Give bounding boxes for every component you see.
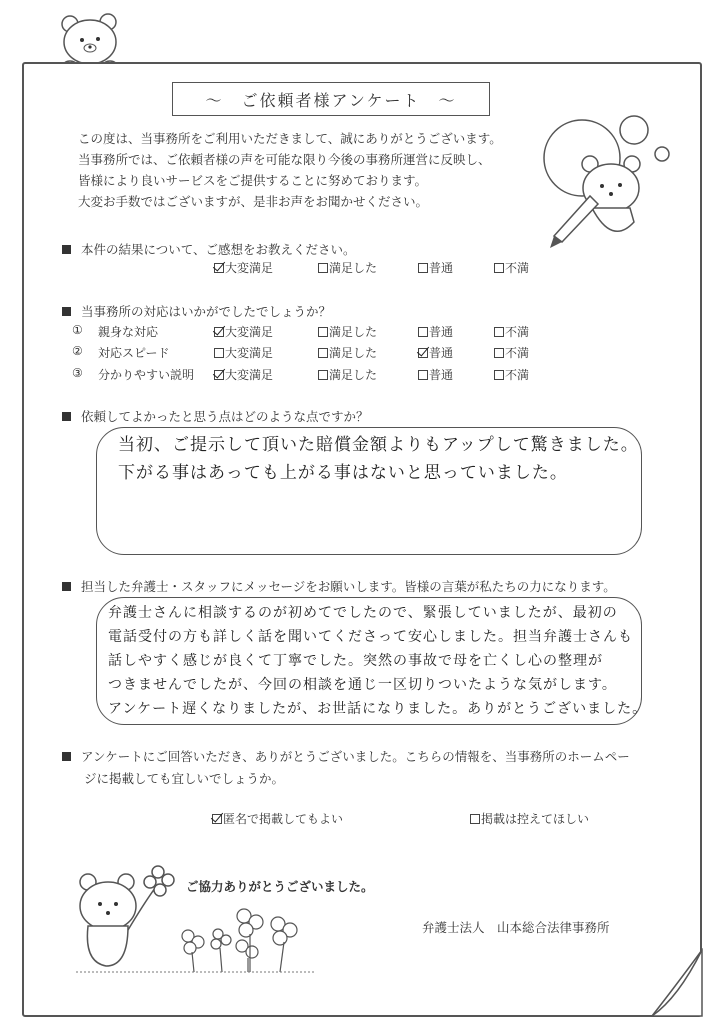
bullet-square-icon [62, 412, 71, 421]
q2-1-option-satisfied[interactable] [318, 323, 377, 340]
q2-1-option-dissatisfied[interactable] [494, 323, 529, 340]
q2-2-option-satisfied[interactable] [318, 344, 377, 361]
checkbox[interactable] [494, 370, 504, 380]
q2-2-option-average[interactable] [418, 344, 453, 361]
checkbox[interactable] [214, 348, 224, 358]
intro-line: この度は、当事務所をご利用いただきまして、誠にありがとうございます。 [78, 131, 502, 146]
q4-answer-line: 話しやすく感じが良くて丁寧でした。突然の事故で母を亡くし心の整理が [108, 653, 603, 669]
q2-item-3-label: 分かりやすい説明 [98, 368, 195, 382]
survey-title: ～ ご依頼者様アンケート ～ [172, 82, 490, 116]
option-label: 普通 [429, 325, 454, 339]
q1-option-very-satisfied[interactable] [214, 259, 273, 276]
q2-item-2-number: ② [72, 344, 83, 358]
q2-1-option-very-satisfied[interactable] [214, 323, 273, 340]
checkbox[interactable] [494, 327, 504, 337]
q4-answer-line: アンケート遅くなりましたが、お世話になりました。ありがとうございました。 [108, 701, 648, 717]
q3-answer-line: 当初、ご提示して頂いた賠償金額よりもアップして驚きました。 [118, 435, 639, 455]
q5-option-decline[interactable] [470, 810, 589, 827]
checkbox[interactable] [494, 263, 504, 273]
option-label: 満足した [329, 346, 378, 360]
intro-line: 当事務所では、ご依頼者様の声を可能な限り今後の事務所運営に反映し、 [78, 152, 491, 167]
q2-item-3-number: ③ [72, 366, 83, 380]
page-curl-decoration [644, 948, 704, 1018]
checkbox-checked[interactable] [214, 327, 224, 337]
option-label: 不満 [505, 325, 530, 339]
q1-option-satisfied[interactable] [318, 259, 377, 276]
q2-2-option-very-satisfied[interactable] [214, 344, 273, 361]
q2-3-option-average[interactable] [418, 366, 453, 383]
q4-answer-line: つきませんでしたが、今回の相談を通じ一区切りついたような気がします。 [108, 677, 617, 693]
bullet-square-icon [62, 582, 71, 591]
question-1-label: 本件の結果について、ご感想をお教えください。 [81, 242, 356, 257]
checkbox-checked[interactable] [214, 263, 224, 273]
question-4 [62, 577, 616, 595]
bullet-square-icon [62, 752, 71, 761]
checkbox-checked[interactable] [212, 814, 222, 824]
question-4-label: 担当した弁護士・スタッフにメッセージをお願いします。皆様の言葉が私たちの力になります。 [81, 579, 616, 594]
q2-3-option-very-satisfied[interactable] [214, 366, 273, 383]
option-label: 大変満足 [225, 325, 274, 339]
q1-option-dissatisfied[interactable] [494, 259, 529, 276]
checkbox[interactable] [318, 370, 328, 380]
checkbox[interactable] [318, 327, 328, 337]
option-label: 満足した [329, 325, 378, 339]
option-label: 普通 [429, 368, 454, 382]
checkbox[interactable] [418, 263, 428, 273]
option-label: 大変満足 [225, 346, 274, 360]
option-label: 大変満足 [225, 261, 274, 275]
intro-line: 皆様により良いサービスをご提供することに努めております。 [78, 173, 428, 188]
question-1 [62, 240, 356, 258]
q2-item-2-label: 対応スピード [98, 346, 170, 360]
intro-text [78, 128, 502, 212]
q4-answer-line: 弁護士さんに相談するのが初めてでしたので、緊張していましたが、最初の [108, 605, 618, 621]
checkbox[interactable] [318, 348, 328, 358]
q5-option-anonymous[interactable] [212, 810, 343, 827]
q2-3-option-satisfied[interactable] [318, 366, 377, 383]
option-label: 匿名で掲載してもよい [223, 812, 344, 826]
q3-answer-line: 下がる事はあっても上がる事はないと思っていました。 [118, 463, 568, 483]
option-label: 掲載は控えてほしい [481, 812, 590, 826]
option-label: 満足した [329, 368, 378, 382]
option-label: 不満 [505, 368, 530, 382]
intro-line: 大変お手数ではございますが、是非お声をお聞かせください。 [78, 194, 429, 209]
q2-item-1-label: 親身な対応 [98, 325, 159, 339]
question-2-label: 当事務所の対応はいかがでしたでしょうか？ [81, 304, 332, 319]
bullet-square-icon [62, 307, 71, 316]
question-3-label: 依頼してよかったと思う点はどのような点ですか？ [81, 409, 369, 424]
bullet-square-icon [62, 245, 71, 254]
checkbox-checked[interactable] [214, 370, 224, 380]
option-label: 不満 [505, 261, 530, 275]
checkbox[interactable] [470, 814, 480, 824]
option-label: 大変満足 [225, 368, 274, 382]
q4-answer-line: 電話受付の方も詳しく話を聞いてくださって安心しました。担当弁護士さんも [108, 629, 633, 645]
checkbox[interactable] [418, 370, 428, 380]
question-5 [62, 747, 630, 765]
checkbox-checked[interactable] [418, 348, 428, 358]
option-label: 不満 [505, 346, 530, 360]
question-3 [62, 407, 369, 425]
checkbox[interactable] [418, 327, 428, 337]
option-label: 満足した [329, 261, 378, 275]
q1-option-average[interactable] [418, 259, 453, 276]
q2-item-1-number: ① [72, 323, 83, 337]
q2-3-option-dissatisfied[interactable] [494, 366, 529, 383]
checkbox[interactable] [318, 263, 328, 273]
bear-with-pencil-illustration [534, 112, 684, 252]
question-5-label-line1: アンケートにご回答いただき、ありがとうございました。こちらの情報を、当事務所のホームペー [81, 749, 630, 764]
footer-thanks: ご協力ありがとうございました。 [186, 879, 374, 894]
question-2 [62, 302, 331, 320]
option-label: 普通 [429, 346, 454, 360]
q2-2-option-dissatisfied[interactable] [494, 344, 529, 361]
checkbox[interactable] [494, 348, 504, 358]
option-label: 普通 [429, 261, 454, 275]
q2-1-option-average[interactable] [418, 323, 453, 340]
footer-firm-name: 弁護士法人 山本総合法律事務所 [422, 920, 610, 935]
question-5-line2: ジに掲載しても宜しいでしょうか。 [84, 771, 285, 786]
